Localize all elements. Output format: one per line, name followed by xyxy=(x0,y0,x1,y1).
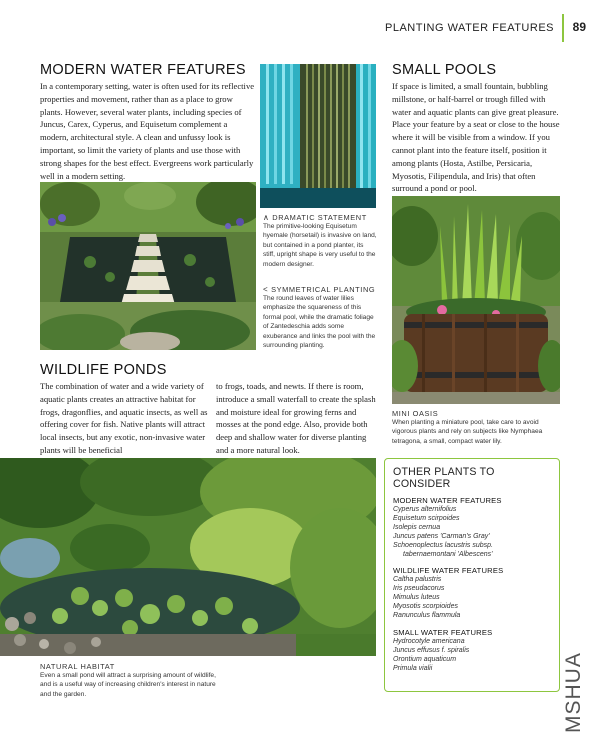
sidebar-section-wildlife xyxy=(393,566,551,621)
wildlife-body-col2: to frogs, toads, and newts. If there is room, introduce a small waterfall to create the splash and moisture ideal for growing ferns and mosses at the pond edge. Also, provide both deep and shallow water for diverse planting and a more natural look. xyxy=(216,381,376,455)
caption-symmetrical-title: SYMMETRICAL PLANTING xyxy=(271,285,376,294)
sidebar-section-heading: WILDLIFE WATER FEATURES xyxy=(393,566,504,576)
up-arrow-icon: ∧ xyxy=(263,213,273,222)
plant-name: Caltha palustris xyxy=(393,576,442,584)
sidebar-section-modern xyxy=(393,496,551,559)
wildlife-body-col1: The combination of water and a wide variety of aquatic plants creates an attractive habitat for frogs, dragonflies, and aquatic insects, as well as offering cover for fish. Native plants will attract local insects, but any exotic, non-invasive water plants will be beneficial xyxy=(40,381,208,455)
plant-name: Hydrocotyle americana xyxy=(393,637,465,645)
caption-mini xyxy=(392,409,562,446)
plant-name: Mimulus luteus xyxy=(393,594,440,602)
wildlife-pond-photo xyxy=(0,458,376,656)
caption-mini-title: MINI OASIS xyxy=(392,409,439,418)
caption-dramatic xyxy=(263,213,377,269)
modern-heading: MODERN WATER FEATURES xyxy=(40,62,246,78)
running-title: PLANTING WATER FEATURES xyxy=(385,22,554,34)
modern-body: In a contemporary setting, water is often used for its reflective properties and movement, rather than as a place to grow plants. However, several water plants, including species of Juncus, Carex, Cyperus, and Equisetum complement a modern, architectural style. A clean and unfussy look is important, so limit the variety of plants and use those with strong shapes for the best effect. Evergreens work particularly well in a modern setting. xyxy=(40,81,255,181)
plant-name: Schoenoplectus lacustris subsp. xyxy=(393,541,493,549)
small-pools-section xyxy=(392,62,564,195)
plant-name: Ranunculus flammula xyxy=(393,612,461,620)
caption-symmetrical-text: The round leaves of water lilies emphasize the squareness of this formal pool, while the dramatic foliage of Zantedeschia adds some exuberance and links the pool with the surrounding planting. xyxy=(263,295,376,350)
plant-name: Juncus effusus f. spiralis xyxy=(393,646,470,654)
other-plants-box xyxy=(384,458,560,692)
caption-natural xyxy=(40,662,220,699)
caption-dramatic-text: The primitive-looking Equisetum hyemale (horsetail) is invasive on land, but contained in a pond planter, its stiff, upright shape is very useful to the modern designer. xyxy=(263,223,377,268)
other-plants-heading: OTHER PLANTS TO CONSIDER xyxy=(393,466,495,490)
barrel-pool-photo xyxy=(392,196,560,404)
caption-natural-title: NATURAL HABITAT xyxy=(40,662,115,671)
small-pools-body: If space is limited, a small fountain, bubbling millstone, or half-barrel or trough filled with water and aquatic plants can give great pleasure. Place your feature by a seat or close to the house where it will be visible from a window. If you cannot plant into the feature itself, position it among plants (Hosta, Astilbe, Persicaria, Myosotis, Filipendula, and Iris) that often surround a pond or pool. xyxy=(392,81,560,194)
sidebar-section-small xyxy=(393,628,551,674)
small-pools-heading: SMALL POOLS xyxy=(392,62,497,78)
plant-name: Isolepis cernua xyxy=(393,523,441,531)
formal-pool-photo xyxy=(40,182,256,350)
plant-name: Primula vialii xyxy=(393,664,433,672)
plant-name: Orontium aquaticum xyxy=(393,655,457,663)
plant-name: Myosotis scorpioides xyxy=(393,603,458,611)
header-accent-rule xyxy=(562,14,564,42)
caption-symmetrical xyxy=(263,285,377,350)
caption-natural-text: Even a small pond will attract a surprising amount of wildlife, and is a useful way of increasing children's interest in nature and the garden. xyxy=(40,672,216,698)
plant-name: Iris pseudacorus xyxy=(393,585,445,593)
watermark xyxy=(560,635,590,735)
modern-section xyxy=(40,62,256,182)
watermark-text: MSHUA xyxy=(562,652,585,733)
left-arrow-icon: < xyxy=(263,285,272,294)
wildlife-section xyxy=(40,362,370,378)
plant-name: Juncus patens 'Carman's Gray' xyxy=(393,532,490,540)
sidebar-section-heading: SMALL WATER FEATURES xyxy=(393,627,493,637)
horsetail-photo xyxy=(260,64,376,208)
caption-mini-text: When planting a miniature pool, take care to avoid vigorous plants and rely on subjects like Nymphaea tetragona, a small, compact water lily. xyxy=(392,419,543,445)
plant-name: Equisetum scirpoides xyxy=(393,514,460,522)
caption-dramatic-title: DRAMATIC STATEMENT xyxy=(272,213,367,222)
plant-name: tabernaemontani 'Albescens' xyxy=(403,550,493,558)
plant-name: Cyperus alternifolius xyxy=(393,506,457,513)
wildlife-heading: WILDLIFE PONDS xyxy=(40,362,167,378)
sidebar-section-heading: MODERN WATER FEATURES xyxy=(393,496,502,505)
page-number: 89 xyxy=(572,20,586,34)
